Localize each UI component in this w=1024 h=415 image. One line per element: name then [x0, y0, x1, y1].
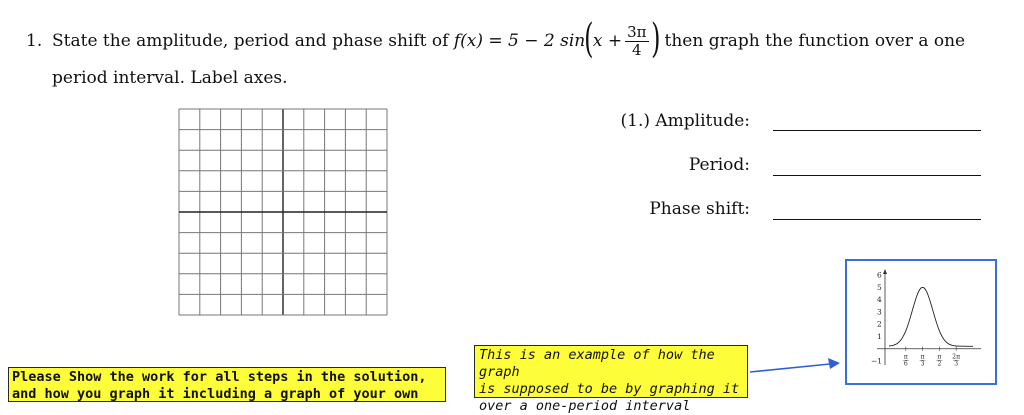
period-answer-line[interactable]: [773, 175, 981, 176]
right-paren: ): [650, 16, 660, 62]
question-text-line2: period interval. Label axes.: [52, 68, 288, 88]
example-graph: [847, 261, 995, 383]
question-number: 1.: [26, 31, 43, 51]
fraction-denominator: 4: [632, 41, 642, 59]
blank-graph-grid[interactable]: [178, 108, 388, 316]
y-tick-label: 6: [877, 270, 882, 280]
period-label: Period:: [688, 155, 750, 175]
instructions-line-2: and how you graph it including a graph of your own: [12, 386, 419, 402]
question-suffix: then graph the function over a one: [664, 31, 966, 51]
phase-fraction: [625, 24, 648, 59]
x-tick-label-den: 3: [954, 360, 959, 368]
y-tick-label: 4: [877, 295, 882, 305]
x-tick-label-den: 6: [903, 360, 908, 368]
instructions-note: [8, 367, 446, 402]
x-tick-label-den: 2: [937, 360, 942, 368]
x-tick-label: 2π: [952, 353, 961, 361]
amplitude-label: (1.) Amplitude:: [620, 111, 750, 131]
question-prefix: State the amplitude, period and phase shift of: [52, 31, 449, 51]
y-axis-arrow-icon: [883, 269, 887, 274]
x-tick-label-den: 3: [920, 360, 925, 368]
y-tick-label: 5: [877, 282, 882, 292]
y-tick-label: 1: [877, 331, 882, 341]
amplitude-answer-line[interactable]: [773, 130, 981, 131]
explanation-line-2: is supposed to be by graphing it: [479, 381, 740, 397]
y-tick-label: −1: [871, 356, 883, 366]
explanation-line-1: This is an example of how the graph: [479, 347, 715, 380]
left-paren: (: [584, 16, 594, 62]
question-text: [26, 16, 1016, 62]
instructions-line-1: Please Show the work for all steps in the solution,: [12, 369, 427, 385]
x-tick-label: π: [903, 353, 908, 361]
x-tick-label: π: [920, 353, 925, 361]
phase-shift-answer-line[interactable]: [773, 219, 981, 220]
phase-shift-label: Phase shift:: [649, 199, 750, 219]
explanation-line-3: over a one-period interval: [479, 398, 691, 414]
y-tick-label: 3: [877, 307, 882, 317]
inner-variable: x +: [592, 31, 623, 51]
example-graph-box: [845, 259, 997, 385]
fraction-numerator: 3π: [627, 23, 647, 41]
function-lhs: f(x) = 5 − 2 sin: [453, 31, 586, 51]
arrow-icon: [748, 356, 844, 380]
example-explanation-note: [474, 345, 748, 414]
y-tick-label: 2: [877, 319, 882, 329]
example-curve-line: [889, 287, 973, 346]
x-tick-label: π: [937, 353, 942, 361]
